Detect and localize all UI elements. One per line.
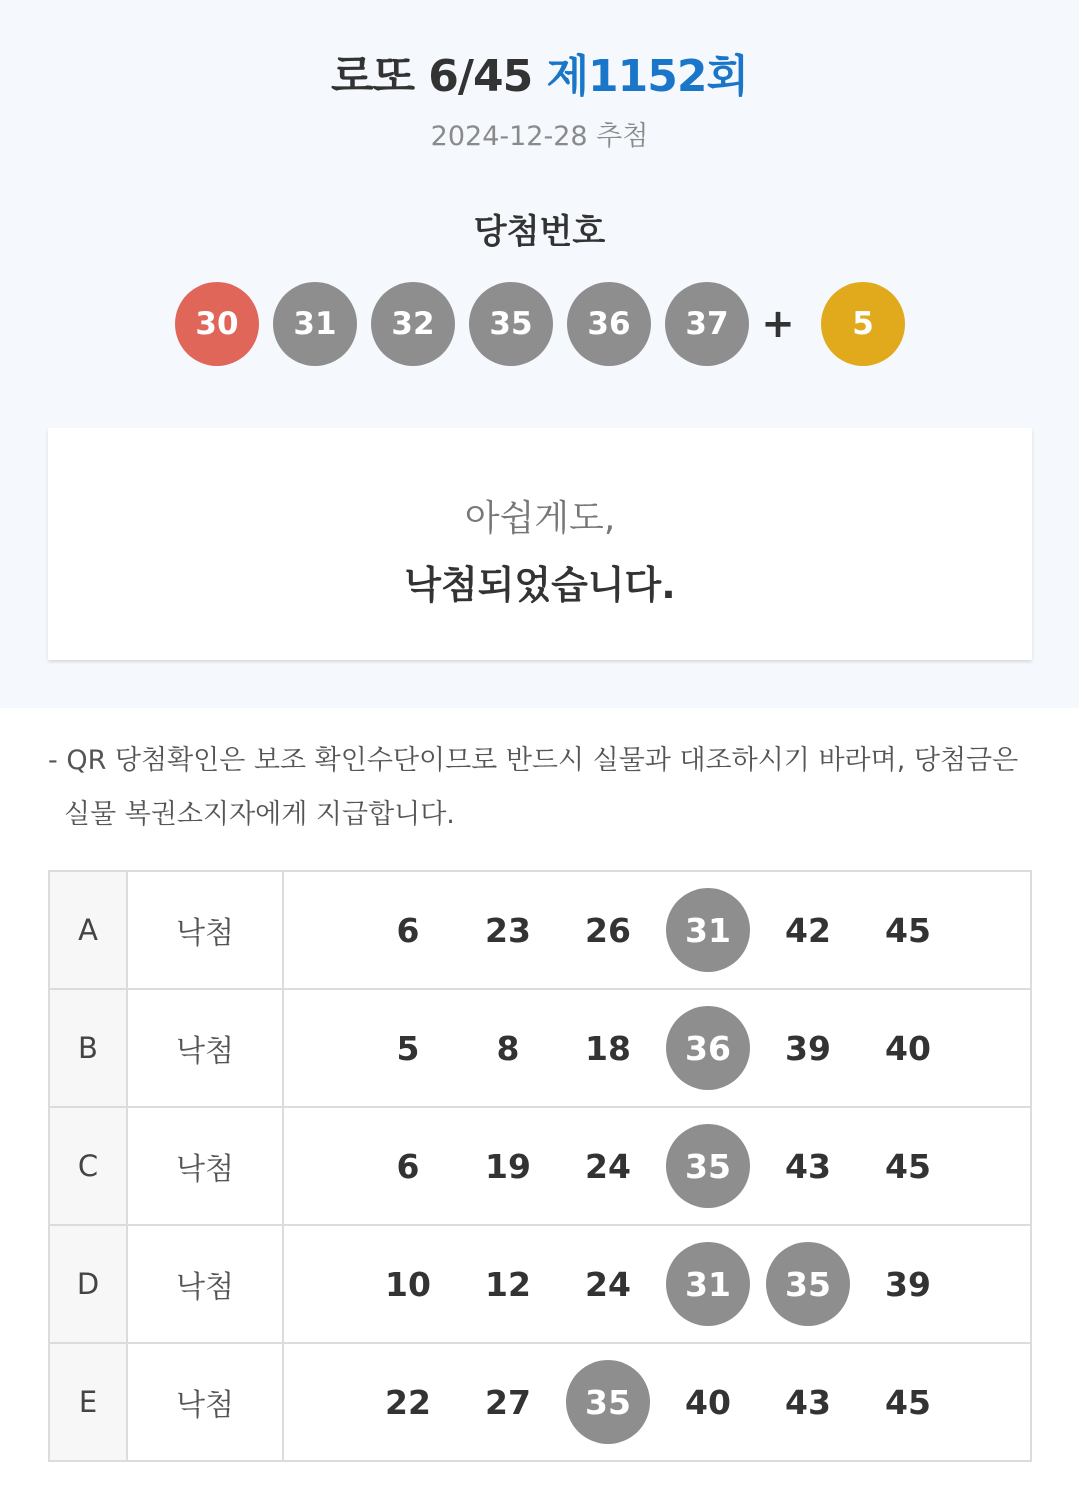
winning-ball: 32 (371, 282, 455, 366)
result-card (48, 428, 1032, 660)
matched-number: 35 (666, 1124, 750, 1208)
game-letter: D (49, 1225, 127, 1343)
matched-number: 31 (666, 888, 750, 972)
matched-number: 35 (566, 1360, 650, 1444)
game-letter: C (49, 1107, 127, 1225)
game-letter: E (49, 1343, 127, 1461)
game-numbers (283, 989, 1031, 1107)
game-number: 18 (585, 1028, 631, 1068)
game-numbers (283, 1343, 1031, 1461)
game-number: 40 (885, 1028, 931, 1068)
winning-numbers-label: 당첨번호 (473, 212, 606, 252)
game-result: 낙첨 (127, 1107, 283, 1225)
matched-number: 35 (766, 1242, 850, 1326)
draw-summary (0, 0, 1079, 708)
game-row (49, 871, 1031, 989)
winning-ball: 30 (175, 282, 259, 366)
game-result: 낙첨 (127, 1343, 283, 1461)
round-number: 제1152회 (546, 51, 749, 102)
game-number: 27 (485, 1382, 531, 1422)
game-number: 43 (785, 1382, 831, 1422)
game-number: 6 (396, 1146, 420, 1186)
game-number: 45 (885, 1382, 931, 1422)
notice-line1: - QR 당첨확인은 보조 확인수단이므로 반드시 실물과 대조하시기 바라며, 당첨금은 (48, 745, 1019, 776)
winning-ball: 31 (273, 282, 357, 366)
result-message-line2: 낙첨되었습니다. (404, 563, 676, 607)
game-number: 39 (785, 1028, 831, 1068)
game-number: 26 (585, 910, 631, 950)
page-title (0, 40, 1079, 104)
game-row (49, 1343, 1031, 1461)
game-number: 45 (885, 910, 931, 950)
game-numbers (283, 871, 1031, 989)
game-number: 40 (685, 1382, 731, 1422)
notice-text (48, 734, 1038, 842)
game-number: 22 (385, 1382, 431, 1422)
game-number: 23 (485, 910, 531, 950)
draw-date: 2024-12-28 추첨 (430, 121, 649, 152)
winning-ball: 36 (567, 282, 651, 366)
game-number: 5 (396, 1028, 420, 1068)
game-number: 43 (785, 1146, 831, 1186)
game-letter: A (49, 871, 127, 989)
game-row (49, 1225, 1031, 1343)
game-numbers (283, 1225, 1031, 1343)
game-number: 39 (885, 1264, 931, 1304)
game-number: 19 (485, 1146, 531, 1186)
game-result: 낙첨 (127, 989, 283, 1107)
game-number: 12 (485, 1264, 531, 1304)
game-letter: B (49, 989, 127, 1107)
game-number: 6 (396, 910, 420, 950)
result-message-line1: 아쉽게도, (464, 498, 616, 539)
game-number: 24 (585, 1146, 631, 1186)
matched-number: 31 (666, 1242, 750, 1326)
bonus-ball: 5 (821, 282, 905, 366)
matched-number: 36 (666, 1006, 750, 1090)
game-row (49, 1107, 1031, 1225)
game-row (49, 989, 1031, 1107)
game-number: 10 (385, 1264, 431, 1304)
winning-ball: 35 (469, 282, 553, 366)
game-number: 42 (785, 910, 831, 950)
game-number: 45 (885, 1146, 931, 1186)
winning-numbers (175, 282, 919, 366)
notice-line2: 실물 복권소지자에게 지급합니다. (64, 799, 455, 830)
plus-sign: + (761, 301, 795, 347)
game-number: 8 (496, 1028, 520, 1068)
game-name: 로또 6/45 (330, 51, 533, 102)
game-number: 24 (585, 1264, 631, 1304)
games-table (48, 870, 1032, 1462)
game-numbers (283, 1107, 1031, 1225)
winning-ball: 37 (665, 282, 749, 366)
game-result: 낙첨 (127, 1225, 283, 1343)
game-result: 낙첨 (127, 871, 283, 989)
